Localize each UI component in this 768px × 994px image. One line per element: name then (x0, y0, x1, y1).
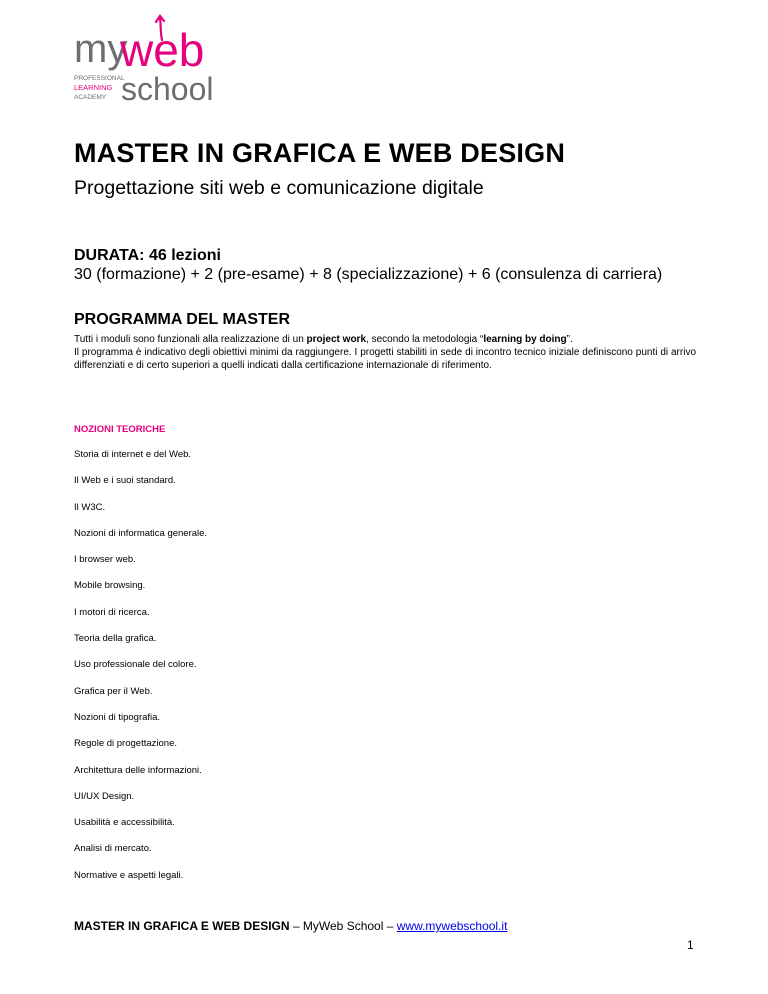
logo-my: my (74, 27, 128, 71)
intro-learning-by-doing: learning by doing (483, 334, 567, 345)
list-item: Nozioni di informatica generale. (74, 527, 208, 539)
logo-school: school (121, 71, 214, 107)
list-item: Uso professionale del colore. (74, 659, 197, 671)
list-item: Usabilità e accessibilità. (74, 817, 175, 829)
page-footer (74, 919, 507, 933)
list-item: Grafica per il Web. (74, 685, 153, 697)
intro-paragraph-2: Il programma è indicativo degli obiettivi minimi da raggiungere. I progetti stabiliti in sede di incontro tecnico iniziale definiscono punti di arrivo differenziati e di certo superiori a quelli indicati dalla certificazione internazionale di riferimento. (74, 347, 696, 371)
intro-text-c: , secondo la metodologia “ (366, 334, 484, 345)
list-item: Architettura delle informazioni. (74, 764, 202, 776)
list-item: Il W3C. (74, 501, 106, 513)
intro-project-work: project work (306, 334, 367, 345)
section-title: NOZIONI TEORICHE (74, 424, 166, 435)
intro-text-a: Tutti i moduli sono funzionali alla realizzazione di un (74, 334, 307, 345)
mywebschool-logo (74, 14, 214, 107)
list-item: Mobile browsing. (74, 580, 146, 592)
list-item: Storia di internet e del Web. (74, 449, 192, 460)
logo-tag-academy: ACADEMY (74, 94, 107, 101)
page-subtitle: Progettazione siti web e comunicazione digitale (74, 177, 484, 199)
durata-label: DURATA: 46 lezioni (74, 247, 221, 264)
logo-web: web (120, 24, 205, 76)
list-item: I motori di ricerca. (74, 606, 150, 618)
footer-title: MASTER IN GRAFICA E WEB DESIGN (74, 919, 290, 933)
list-item: I browser web. (74, 554, 136, 566)
list-item: Regole di progettazione. (74, 738, 177, 750)
list-item: Il Web e i suoi standard. (74, 475, 176, 487)
intro-paragraph-1 (74, 333, 696, 346)
topics-list (74, 449, 207, 896)
programma-intro (74, 333, 696, 372)
durata-detail: 30 (formazione) + 2 (pre-esame) + 8 (specializzazione) + 6 (consulenza di carriera) (74, 266, 663, 283)
page-title: MASTER IN GRAFICA E WEB DESIGN (74, 138, 566, 168)
list-item: UI/UX Design. (74, 790, 135, 802)
list-item: Nozioni di tipografia. (74, 711, 161, 723)
list-item: Teoria della grafica. (74, 633, 157, 645)
intro-text-e: ”. (566, 334, 573, 345)
logo-tag-professional: PROFESSIONAL (74, 75, 125, 82)
list-item: Normative e aspetti legali. (74, 869, 184, 881)
footer-separator: – MyWeb School – (289, 919, 397, 933)
programma-title: PROGRAMMA DEL MASTER (74, 311, 290, 328)
logo-tag-learning: LEARNING (74, 83, 113, 92)
footer-website-link[interactable]: www.mywebschool.it (396, 919, 508, 933)
page-number: 1 (687, 938, 694, 952)
list-item: Analisi di mercato. (74, 843, 152, 855)
